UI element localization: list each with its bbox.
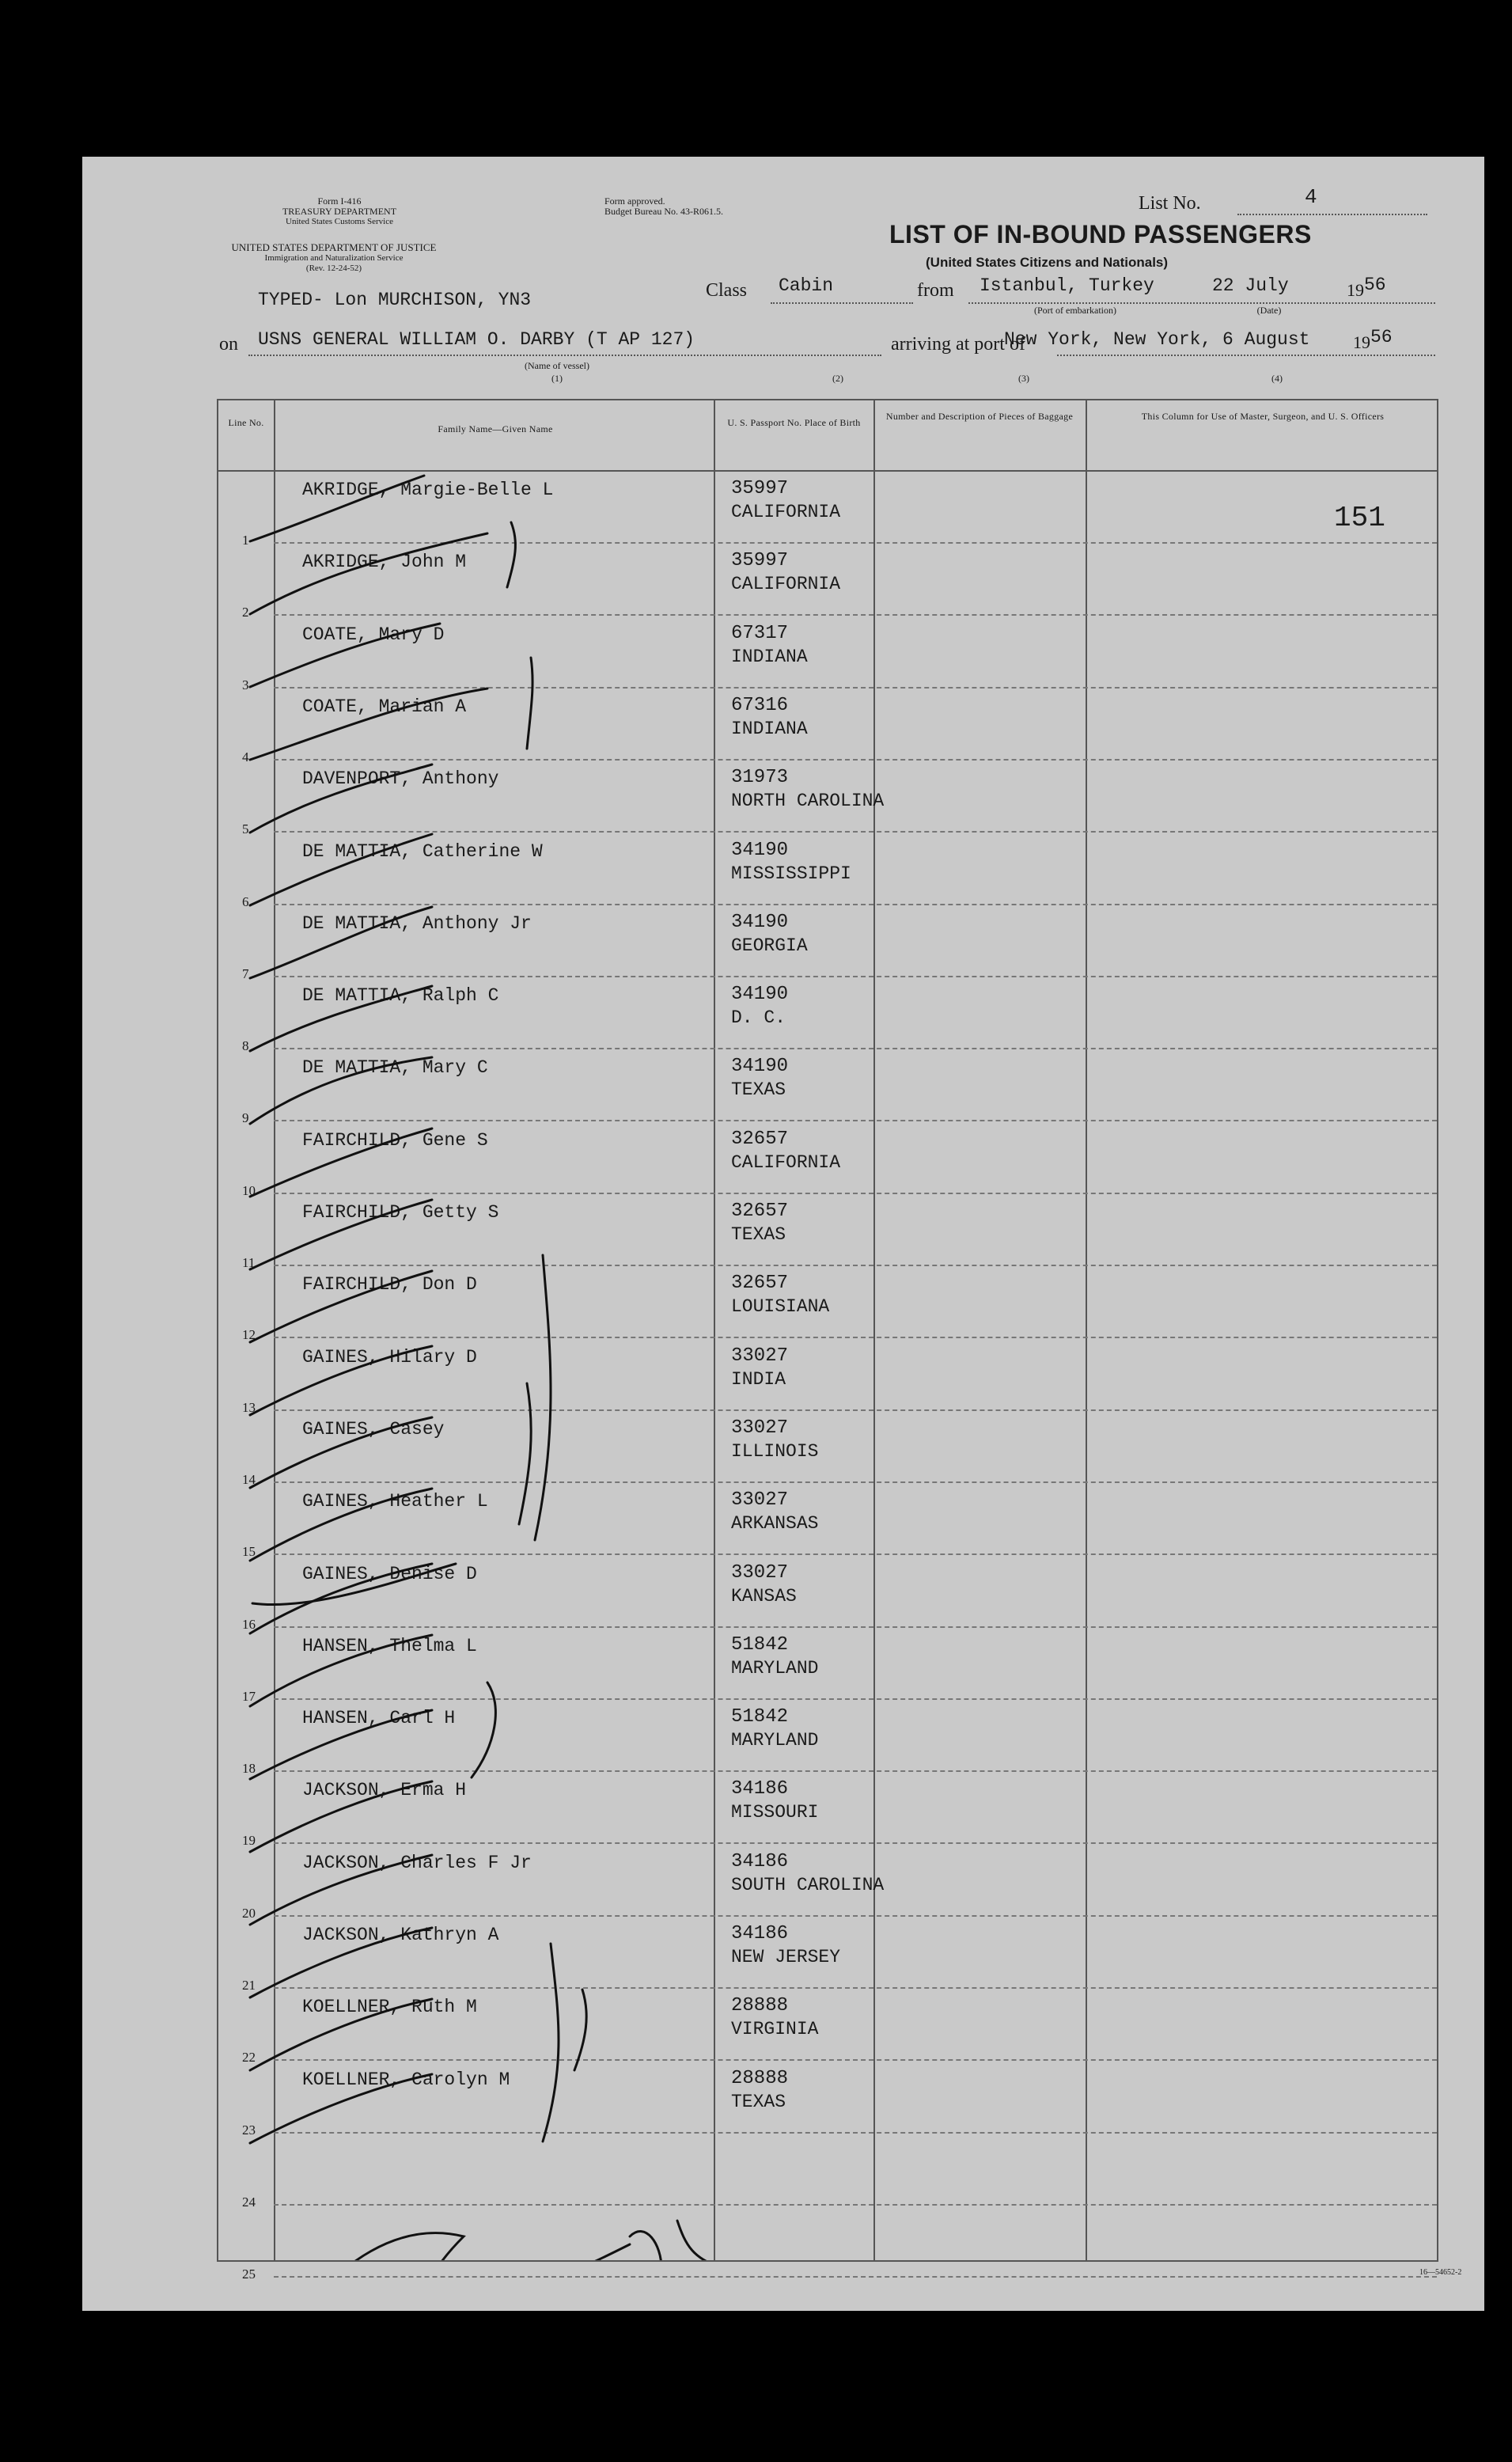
revision-date: (Rev. 12-24-52) [305, 264, 362, 273]
line-number: 21 [242, 1978, 256, 1993]
passport-number: 67317 [731, 622, 789, 644]
line-number: 10 [242, 1182, 256, 1198]
place-of-birth: MISSISSIPPI [731, 863, 851, 884]
list-no-label: List No. [1139, 193, 1201, 214]
passport-number: 32657 [731, 1128, 789, 1150]
page-subtitle: (United States Citizens and Nationals) [926, 255, 1169, 270]
place-of-birth: TEXAS [731, 2091, 786, 2112]
budget-bureau: Budget Bureau No. 43-R061.5. [604, 206, 723, 217]
passenger-name: KOELLNER, Carolyn M [302, 2069, 510, 2090]
place-of-birth: CALIFORNIA [731, 502, 841, 522]
passenger-name: DE MATTIA, Anthony Jr [302, 912, 532, 934]
from-label: from [917, 280, 954, 301]
passenger-name: GAINES, Casey [302, 1418, 445, 1440]
passenger-name: GAINES, Denise D [302, 1563, 477, 1584]
place-of-birth: MARYLAND [731, 1657, 819, 1679]
ins-service: Immigration and Naturalization Service [264, 253, 404, 263]
passport-number: 35997 [731, 550, 789, 572]
place-of-birth: NEW JERSEY [731, 1947, 841, 1967]
line-number: 15 [242, 1544, 256, 1560]
passport-number: 33027 [731, 1489, 789, 1512]
manifest-page [82, 157, 1484, 2311]
passenger-name: DE MATTIA, Catherine W [302, 840, 543, 862]
place-of-birth: INDIANA [731, 646, 808, 667]
port-of-embarkation: Istanbul, Turkey [980, 275, 1154, 296]
line-number: 18 [242, 1761, 256, 1777]
treasury-dept: TREASURY DEPARTMENT [282, 206, 397, 217]
passenger-name: DE MATTIA, Ralph C [302, 985, 499, 1007]
col-2-caption: (2) [832, 373, 843, 384]
place-of-birth: KANSAS [731, 1585, 797, 1607]
passenger-name: JACKSON, Kathryn A [302, 1925, 499, 1945]
passenger-name: JACKSON, Erma H [302, 1780, 467, 1801]
class-value: Cabin [779, 275, 834, 296]
place-of-birth: ARKANSAS [731, 1513, 819, 1534]
on-label: on [219, 334, 238, 355]
typed-by: TYPED- Lon MURCHISON, YN3 [258, 290, 532, 310]
passenger-name: JACKSON, Charles F Jr [302, 1852, 532, 1873]
passenger-name: DE MATTIA, Mary C [302, 1057, 488, 1079]
passport-number: 28888 [731, 2067, 789, 2089]
passport-number: 31973 [731, 767, 789, 789]
line-number: 2 [242, 605, 249, 620]
passport-number: 33027 [731, 1561, 789, 1584]
list-no-value: 4 [1305, 185, 1317, 209]
class-label: Class [706, 280, 748, 301]
passenger-name: COATE, Marian A [302, 696, 467, 717]
passport-number: 34186 [731, 1850, 789, 1872]
line-number: 23 [242, 2122, 256, 2138]
line-number: 8 [242, 1038, 249, 1054]
passenger-name: AKRIDGE, Margie-Belle L [302, 480, 554, 500]
line-number: 19 [242, 1833, 256, 1849]
col-4-caption: (4) [1271, 373, 1283, 384]
place-of-birth: D. C. [731, 1007, 786, 1029]
line-number: 24 [242, 2194, 256, 2210]
passport-number: 34190 [731, 911, 789, 933]
line-number: 9 [242, 1110, 249, 1126]
line-number: 16 [242, 1616, 256, 1632]
col-3-caption: (3) [1018, 373, 1029, 384]
line-number: 22 [242, 2050, 256, 2066]
line-number: 4 [242, 749, 249, 764]
passport-number: 33027 [731, 1345, 789, 1367]
passenger-name: FAIRCHILD, Don D [302, 1274, 477, 1295]
passport-number: 67316 [731, 694, 789, 716]
passport-number: 34190 [731, 984, 789, 1006]
passenger-name: COATE, Mary D [302, 624, 445, 645]
handwriting-marks [218, 400, 1437, 2260]
line-number: 20 [242, 1905, 256, 1921]
form-approved: Form approved. [604, 195, 665, 207]
year-embark: 1956 [1347, 275, 1386, 300]
line-number: 14 [242, 1471, 256, 1487]
line-number: 12 [242, 1327, 256, 1343]
header-baggage: Number and Description of Pieces of Baggage [885, 411, 1074, 422]
passport-number: 34186 [731, 1778, 789, 1800]
place-of-birth: VIRGINIA [731, 2019, 819, 2040]
line-number: 5 [242, 821, 249, 837]
passenger-name: HANSEN, Thelma L [302, 1635, 477, 1656]
passport-number: 35997 [731, 478, 789, 499]
passport-number: 32657 [731, 1273, 789, 1295]
passenger-name: GAINES, Heather L [302, 1491, 488, 1512]
port-embark-caption: (Port of embarkation) [1034, 305, 1116, 316]
place-of-birth: MISSOURI [731, 1802, 819, 1823]
arrival-port-date: New York, New York, 6 August [1004, 329, 1310, 350]
place-of-birth: CALIFORNIA [731, 574, 841, 595]
place-of-birth: SOUTH CAROLINA [731, 1874, 885, 1895]
passenger-name: AKRIDGE, John M [302, 552, 467, 573]
passenger-name: GAINES, Hilary D [302, 1346, 477, 1368]
passport-number: 34190 [731, 839, 789, 861]
line-number: 1 [242, 533, 249, 548]
vessel-caption: (Name of vessel) [525, 360, 589, 371]
line-number: 25 [242, 2267, 256, 2282]
passport-number: 34190 [731, 1056, 789, 1078]
place-of-birth: TEXAS [731, 1079, 786, 1101]
place-of-birth: TEXAS [731, 1224, 786, 1245]
page-title: LIST OF IN-BOUND PASSENGERS [889, 220, 1312, 248]
year-arrival: 1956 [1353, 327, 1393, 352]
line-number: 6 [242, 893, 249, 909]
printer-code: 16—54652-2 [1419, 2268, 1462, 2277]
passenger-name: DAVENPORT, Anthony [302, 768, 499, 790]
place-of-birth: INDIA [731, 1368, 786, 1390]
place-of-birth: ILLINOIS [731, 1440, 819, 1462]
header-passport: U. S. Passport No. Place of Birth [727, 417, 861, 428]
form-number: Form I-416 [317, 195, 362, 207]
line-number: 7 [242, 965, 249, 981]
passport-number: 32657 [731, 1201, 789, 1222]
customs-service: United States Customs Service [286, 217, 393, 226]
place-of-birth: MARYLAND [731, 1730, 819, 1751]
passport-number: 51842 [731, 1706, 789, 1728]
officer-count: 151 [1334, 502, 1385, 534]
col-1-caption: (1) [551, 373, 563, 384]
line-number: 11 [242, 1255, 256, 1270]
passport-number: 33027 [731, 1417, 789, 1439]
header-name: Family Name—Given Name [438, 423, 553, 434]
line-number: 17 [242, 1688, 256, 1704]
passport-number: 28888 [731, 1995, 789, 2017]
embarkation-date: 22 July [1212, 275, 1289, 296]
line-number: 3 [242, 677, 249, 692]
place-of-birth: INDIANA [731, 718, 808, 739]
header-line-no: Line No. [228, 417, 264, 428]
date-caption: (Date) [1256, 305, 1282, 316]
passenger-name: HANSEN, Carl H [302, 1708, 456, 1729]
place-of-birth: LOUISIANA [731, 1296, 830, 1318]
passport-number: 34186 [731, 1923, 789, 1944]
passenger-name: KOELLNER, Ruth M [302, 1997, 477, 2018]
header-officers: This Column for Use of Master, Surgeon, and U. S. Officers [1141, 411, 1385, 422]
place-of-birth: CALIFORNIA [731, 1151, 841, 1173]
justice-dept: UNITED STATES DEPARTMENT OF JUSTICE [231, 241, 437, 253]
arriving-label: arriving at port of [891, 334, 1025, 355]
place-of-birth: NORTH CAROLINA [731, 791, 885, 812]
place-of-birth: GEORGIA [731, 935, 808, 956]
passenger-name: FAIRCHILD, Getty S [302, 1202, 499, 1223]
passenger-table [217, 399, 1438, 2282]
passport-number: 51842 [731, 1633, 789, 1656]
passenger-name: FAIRCHILD, Gene S [302, 1129, 488, 1151]
line-number: 13 [242, 1399, 256, 1415]
vessel-name: USNS GENERAL WILLIAM O. DARBY (T AP 127) [258, 329, 695, 350]
